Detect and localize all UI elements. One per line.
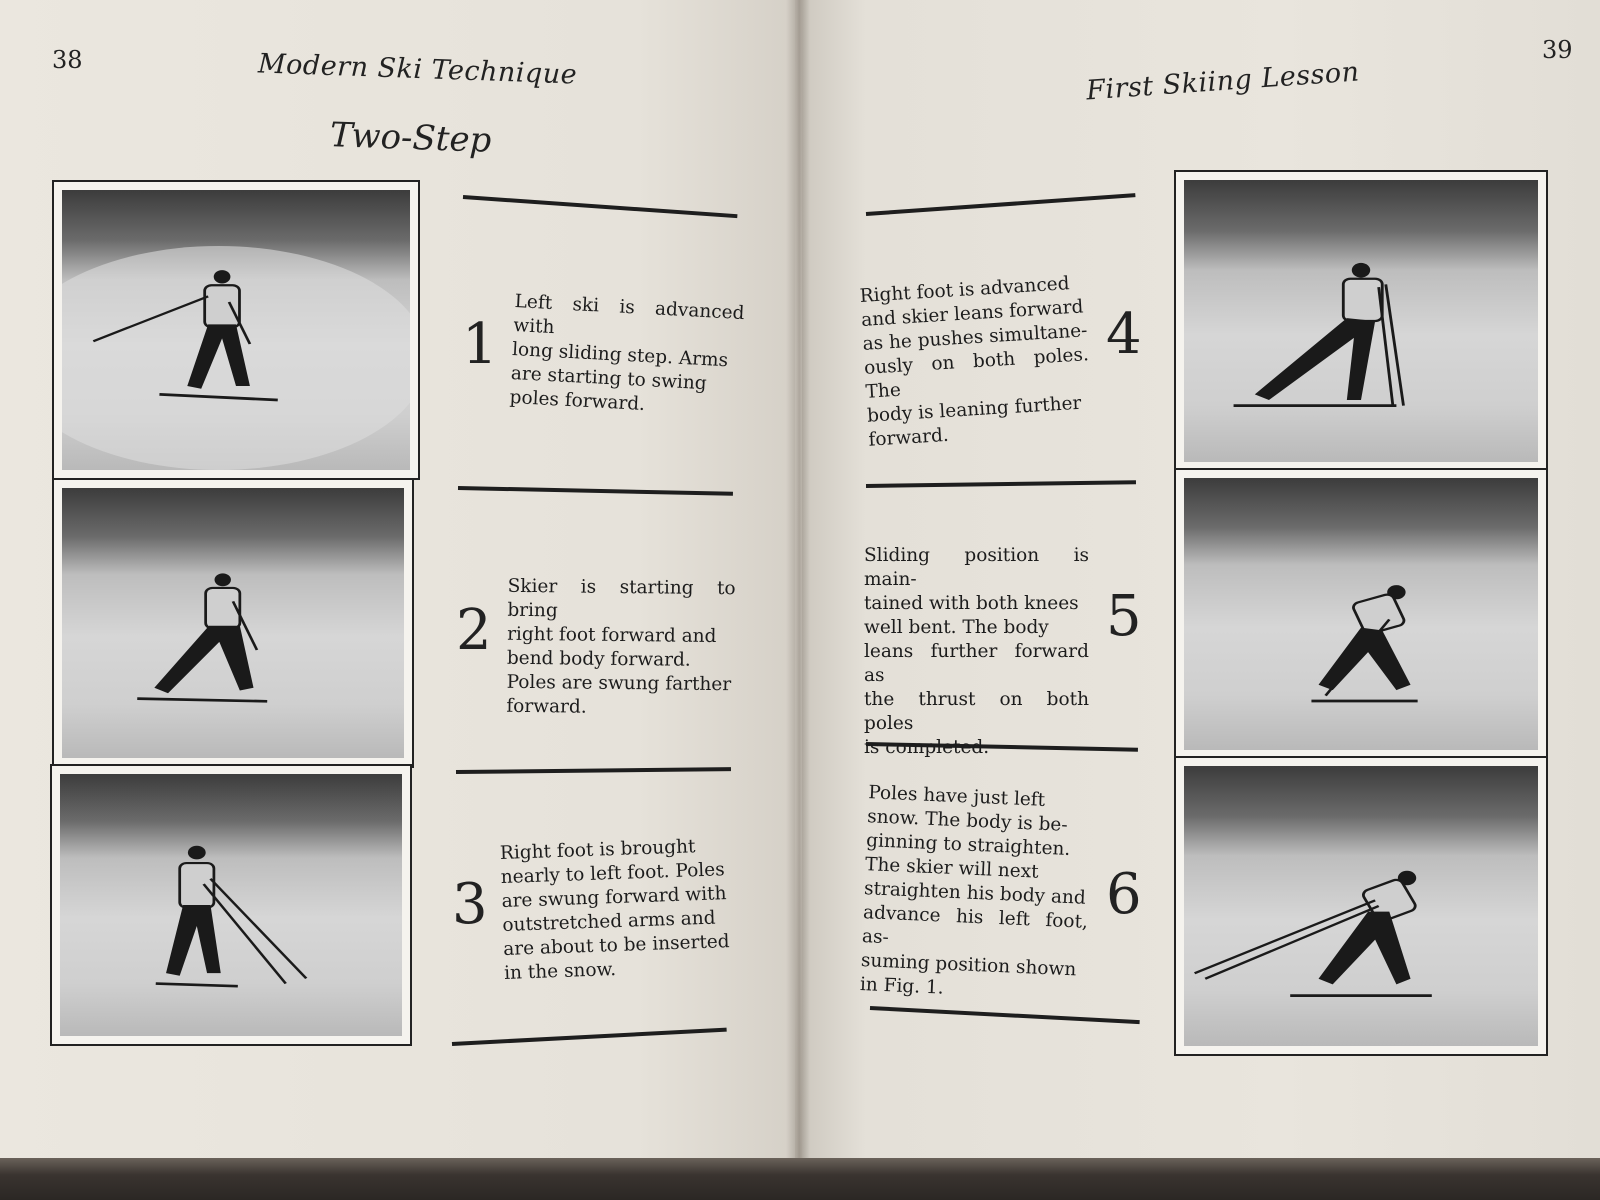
page-number-right: 39 <box>1542 36 1573 64</box>
step-caption-5: Sliding position is main- tained with both knees well bent. The body leans further forward as the thrust on both poles is completed. <box>864 545 1089 758</box>
step-number-4: 4 <box>1106 302 1142 367</box>
photo-step-4 <box>1174 170 1548 472</box>
divider-rule <box>458 486 733 496</box>
step-caption-6: Poles have just left snow. The body is be- ginning to straighten. The skier will next straighten his body and advance his left foot, as- suming position shown in Fig. 1. <box>859 782 1089 999</box>
step-number-6: 6 <box>1106 862 1142 927</box>
book-gutter <box>786 0 810 1170</box>
divider-rule <box>870 1006 1140 1024</box>
skier-photo-5 <box>1184 478 1538 750</box>
skier-photo-1 <box>62 190 410 470</box>
photo-step-1 <box>52 180 420 480</box>
step-number-1: 1 <box>462 312 498 377</box>
left-page <box>0 0 795 1162</box>
step-caption-2: Skier is starting to bring right foot forward and bend body forward. Poles are swung farther forward. <box>506 575 736 718</box>
divider-rule <box>456 767 731 774</box>
divider-rule <box>866 480 1136 488</box>
skier-photo-6 <box>1184 766 1538 1046</box>
skier-photo-2 <box>62 488 404 758</box>
step-number-2: 2 <box>456 598 492 663</box>
divider-rule <box>866 193 1136 216</box>
right-page <box>802 0 1600 1165</box>
table-surface <box>0 1158 1600 1200</box>
skier-photo-4 <box>1184 180 1538 462</box>
section-title: Two-Step <box>329 115 493 161</box>
running-head-right: First Skiing Lesson <box>1085 56 1361 107</box>
step-caption-3: Right foot is brought nearly to left foot. Poles are swung forward with outstretched arms and are about to be inserted in the snow. <box>499 836 730 984</box>
running-head-left: Modern Ski Technique <box>257 48 578 91</box>
step-number-5: 5 <box>1106 584 1142 649</box>
skier-photo-3 <box>60 774 402 1036</box>
page-number-left: 38 <box>52 46 83 74</box>
step-caption-4: Right foot is advanced and skier leans forward as he pushes simultane- ously on both poles. The body is leaning further forward. <box>859 273 1090 451</box>
photo-step-2 <box>52 478 414 768</box>
photo-step-3 <box>50 764 412 1046</box>
divider-rule <box>452 1028 727 1046</box>
photo-step-5 <box>1174 468 1548 760</box>
divider-rule <box>463 195 738 218</box>
photo-step-6 <box>1174 756 1548 1056</box>
step-number-3: 3 <box>452 872 488 937</box>
step-caption-1: Left ski is advanced with long sliding step. Arms are starting to swing poles forward. <box>509 291 745 415</box>
